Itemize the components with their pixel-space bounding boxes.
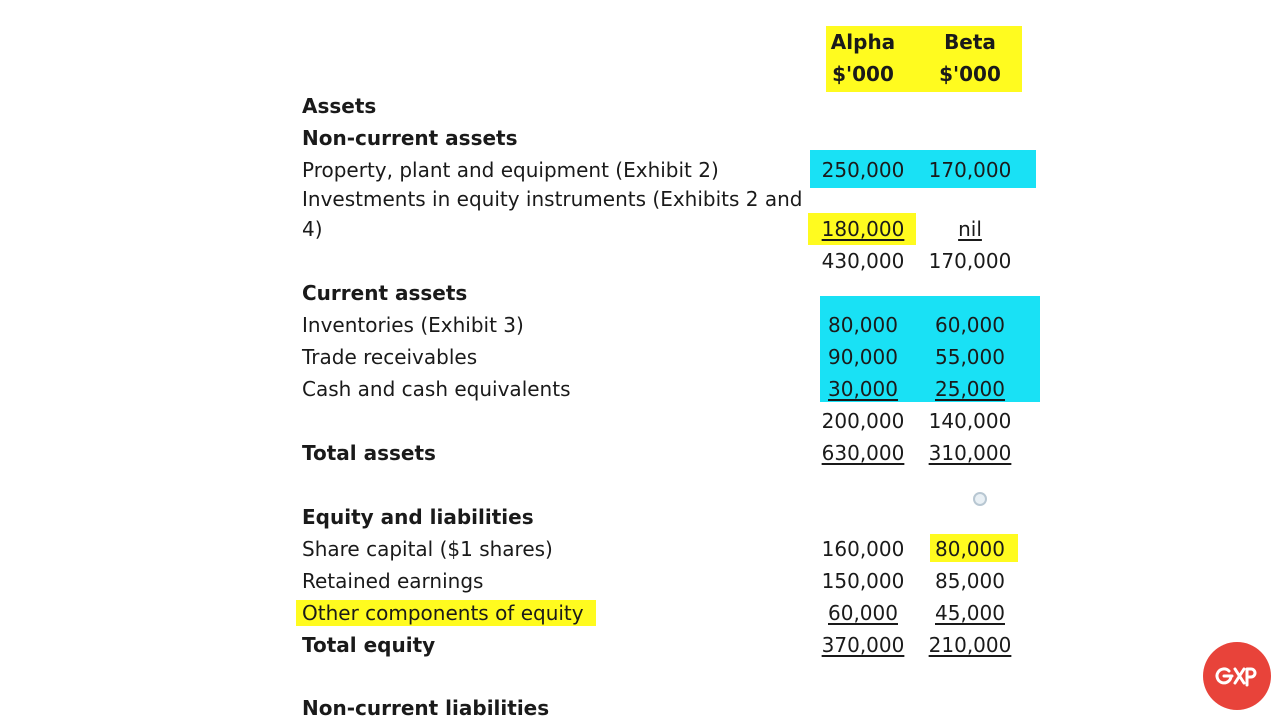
column-name-beta: Beta: [944, 30, 996, 54]
value-share-capital-beta: 80,000: [935, 537, 1005, 561]
value-retained-alpha: 150,000: [821, 569, 905, 593]
value-receivables-alpha: 90,000: [828, 345, 898, 369]
label-investments-line-2: 4): [302, 217, 323, 241]
label-ppe: Property, plant and equipment (Exhibit 2): [302, 158, 719, 182]
value-total-equity-beta: 210,000: [928, 633, 1012, 657]
value-ppe-alpha: 250,000: [821, 158, 905, 182]
value-total-assets-alpha: 630,000: [821, 441, 905, 465]
cursor-icon: [973, 492, 987, 506]
value-nca-total-beta: 170,000: [928, 249, 1012, 273]
value-total-assets-beta: 310,000: [928, 441, 1012, 465]
column-header-beta: [921, 28, 1019, 88]
section-heading-non-current-liabilities: Non-current liabilities: [302, 696, 550, 720]
column-unit-alpha: $'000: [832, 62, 894, 86]
section-heading-non-current-assets: Non-current assets: [302, 126, 518, 150]
label-total-equity: Total equity: [302, 633, 436, 657]
section-heading-current-assets: Current assets: [302, 281, 468, 305]
label-total-assets: Total assets: [302, 441, 436, 465]
value-share-capital-alpha: 160,000: [821, 537, 905, 561]
label-other-components-equity: Other components of equity: [302, 601, 584, 625]
label-inventories: Inventories (Exhibit 3): [302, 313, 524, 337]
value-ca-total-alpha: 200,000: [821, 409, 905, 433]
value-cash-beta: 25,000: [935, 377, 1005, 401]
column-name-alpha: Alpha: [830, 30, 896, 54]
value-ca-total-beta: 140,000: [928, 409, 1012, 433]
column-unit-beta: $'000: [939, 62, 1001, 86]
value-investments-beta: nil: [958, 217, 982, 241]
section-heading-equity-liabilities: Equity and liabilities: [302, 505, 534, 529]
value-cash-alpha: 30,000: [828, 377, 898, 401]
section-heading-assets: Assets: [302, 94, 377, 118]
value-receivables-beta: 55,000: [935, 345, 1005, 369]
column-header-alpha: [814, 28, 912, 88]
label-share-capital: Share capital ($1 shares): [302, 537, 553, 561]
exp-logo-mark: [1214, 661, 1260, 691]
value-other-equity-beta: 45,000: [935, 601, 1005, 625]
label-cash: Cash and cash equivalents: [302, 377, 571, 401]
value-investments-alpha: 180,000: [821, 217, 905, 241]
label-trade-receivables: Trade receivables: [302, 345, 478, 369]
value-total-equity-alpha: 370,000: [821, 633, 905, 657]
value-inventories-alpha: 80,000: [828, 313, 898, 337]
exp-logo[interactable]: [1203, 642, 1271, 710]
value-nca-total-alpha: 430,000: [821, 249, 905, 273]
value-other-equity-alpha: 60,000: [828, 601, 898, 625]
value-ppe-beta: 170,000: [928, 158, 1012, 182]
value-inventories-beta: 60,000: [935, 313, 1005, 337]
label-retained-earnings: Retained earnings: [302, 569, 484, 593]
value-retained-beta: 85,000: [935, 569, 1005, 593]
label-investments-line-1: Investments in equity instruments (Exhibits 2 and: [302, 187, 803, 211]
